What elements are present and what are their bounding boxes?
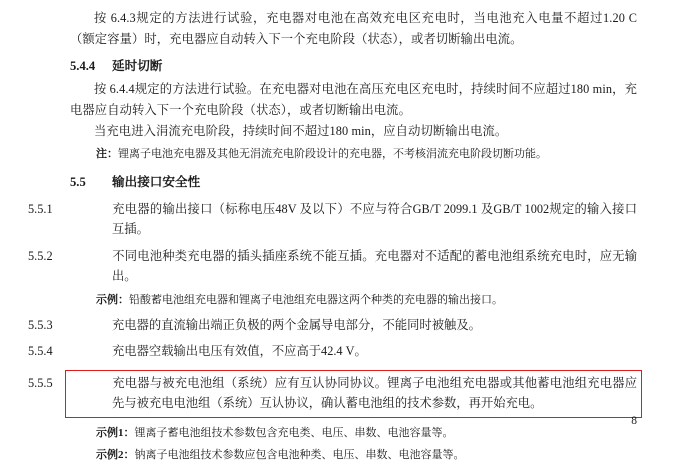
clause-5-5-1 [28,199,637,240]
clause-text: 充电器空载输出电压有效值，不应高于42.4 V。 [112,344,367,358]
highlight-annotation-box [28,370,642,418]
clause-number: 5.5.3 [28,317,53,332]
heading-5-4-4 [70,56,637,77]
heading-title: 输出接口安全性 [112,174,201,189]
paragraph-544-body: 按 6.4.4规定的方法进行试验。在充电器对电池在高压充电区充电时，持续时间不应超过180 min，充电器应自动转入下一个充电阶段（状态），或者切断输出电流。 [70,82,637,117]
clause-5-5-2 [28,246,637,287]
heading-number: 5.5 [70,174,86,189]
page-number: 8 [631,415,637,427]
clause-text: 充电器的直流输出端正负极的两个金属导电部分，不能同时被触及。 [112,317,481,332]
heading-5-5 [70,172,637,193]
clause-text: 充电器与被充电池组（系统）应有互认协同协议。锂离子电池组充电器或其他蓄电池组充电器应先与被充电电池组（系统）互认协议，确认蓄电池组的技术参数，再开始充电。 [112,375,637,410]
clause-5-5-5 [28,373,637,414]
clause-text: 不同电池种类充电器的插头插座系统不能互插。充电器对不适配的蓄电池组系统充电时，应无输出。 [112,248,637,283]
paragraph-544-trickle: 当充电进入涓流充电阶段，持续时间不超过180 min，应自动切断输出电流。 [94,124,508,138]
example-label: 示例2： [96,448,135,461]
clause-5-5-3 [28,315,637,336]
clause-number: 5.5.5 [28,375,53,390]
heading-title: 延时切断 [112,59,163,73]
note-label: 注： [96,147,118,160]
example-1 [70,424,637,442]
clause-number: 5.5.2 [28,248,53,263]
example-2 [70,446,637,464]
paragraph-543-continuation: 按 6.4.3规定的方法进行试验，充电器对电池在高效充电区充电时，当电池充入电量不超过1.20 C（额定容量）时，充电器应自动转入下一个充电阶段（状态），或者切断输出电流。 [70,11,637,46]
heading-number: 5.4.4 [70,59,96,73]
example-label: 示例： [96,293,129,306]
example-text: 锂离子蓄电池组技术参数包含充电类、电压、串数、电池容量等。 [134,426,454,439]
note-text: 锂离子电池充电器及其他无涓流充电阶段设计的充电器，不考核涓流充电阶段切断功能。 [118,147,547,160]
example-text: 铅酸蓄电池组充电器和锂离子电池组充电器这两个种类的充电器的输出接口。 [129,293,503,306]
example-label: 示例1： [96,426,135,439]
clause-5-5-4 [28,341,637,362]
clause-text: 充电器的输出接口（标称电压48V 及以下）不应与符合GB/T 2099.1 及GB/T 1002规定的输入接口互插。 [112,201,637,236]
clause-number: 5.5.1 [28,201,53,216]
clause-number: 5.5.4 [28,344,53,358]
example-5-5-2 [70,291,637,309]
example-text: 钠离子电池组技术参数应包含电池种类、电压、串数、电池容量等。 [134,448,465,461]
note-544 [70,145,637,163]
